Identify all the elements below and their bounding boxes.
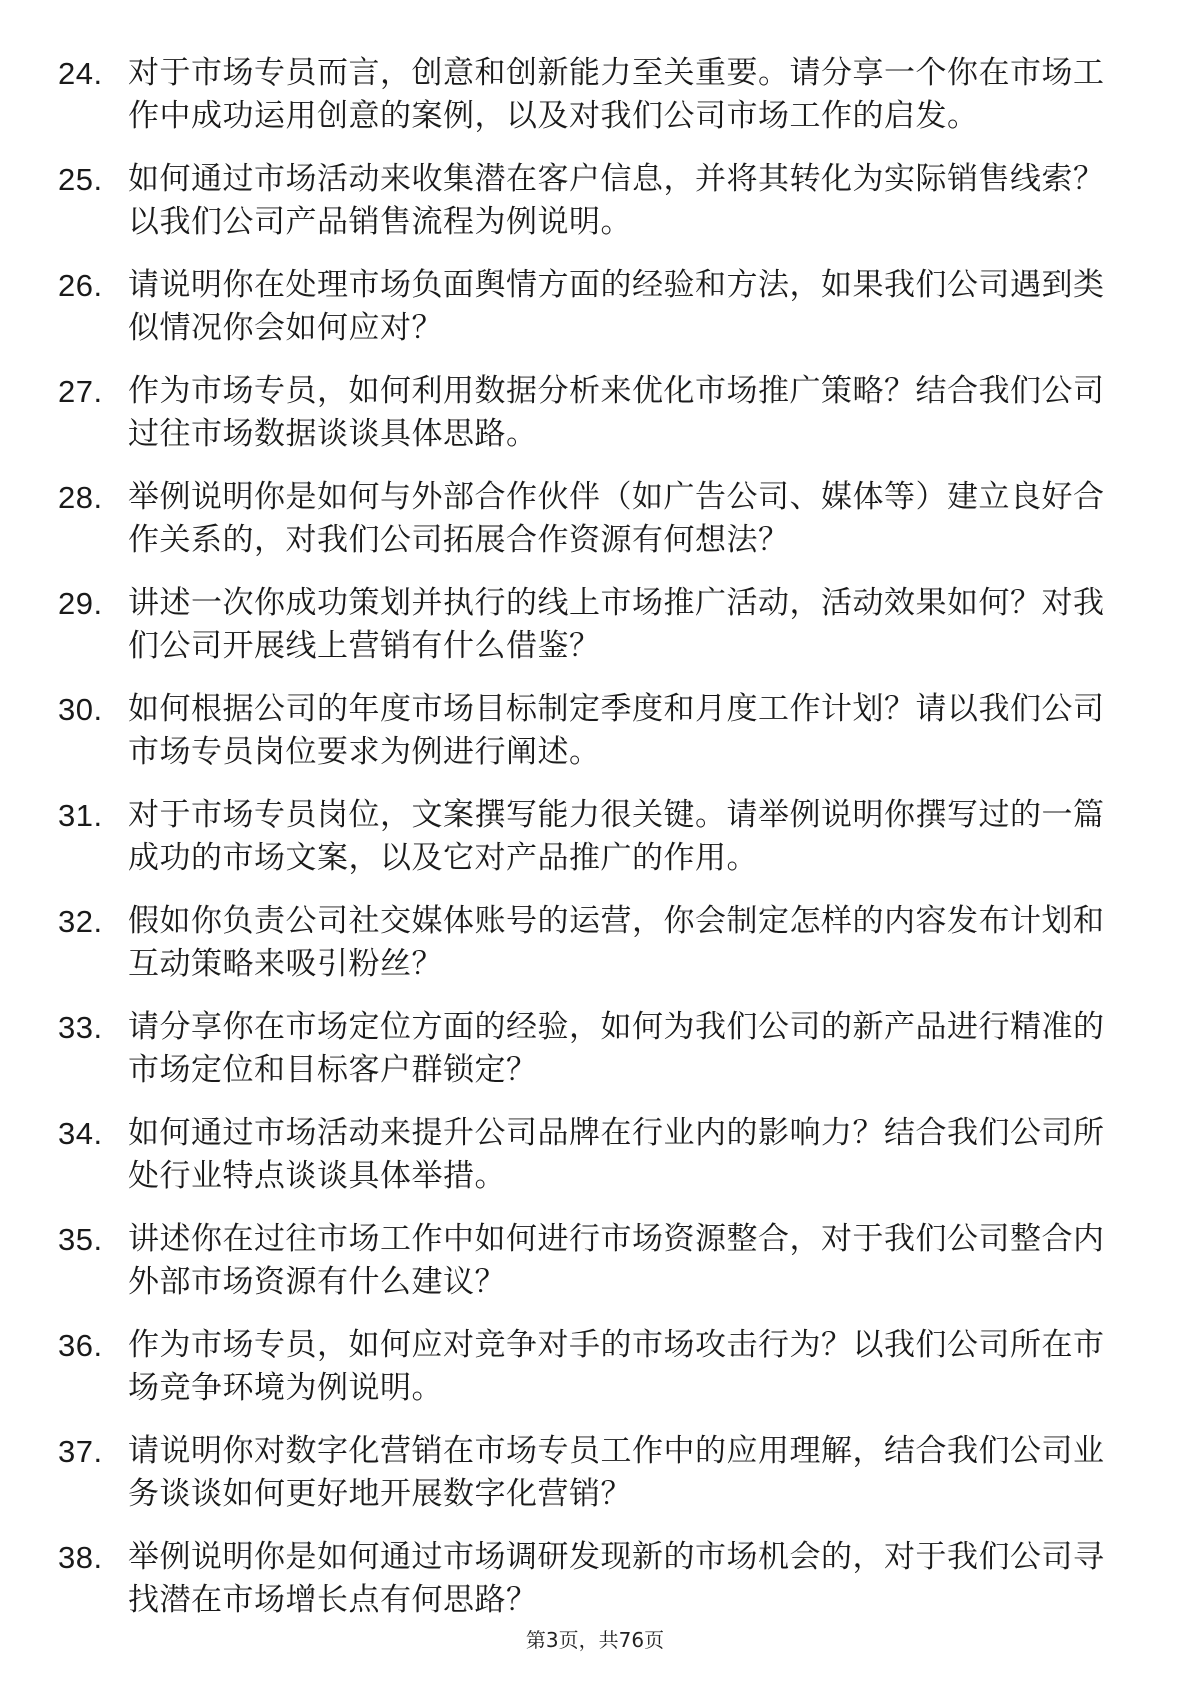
- question-item: [58, 1324, 1118, 1410]
- question-text: 如何通过市场活动来提升公司品牌在行业内的影响力？结合我们公司所处行业特点谈谈具体举措。: [128, 1115, 1105, 1194]
- question-text: 对于市场专员而言，创意和创新能力至关重要。请分享一个你在市场工作中成功运用创意的案例，以及对我们公司市场工作的启发。: [128, 55, 1105, 134]
- question-number: 26.: [58, 268, 103, 303]
- question-text: 对于市场专员岗位，文案撰写能力很关键。请举例说明你撰写过的一篇成功的市场文案，以及它对产品推广的作用。: [128, 797, 1105, 876]
- question-item: [58, 1536, 1118, 1622]
- question-list: [58, 52, 1118, 1642]
- question-item: [58, 900, 1118, 986]
- question-item: [58, 688, 1118, 774]
- question-item: [58, 52, 1118, 138]
- question-number: 33.: [58, 1010, 103, 1045]
- question-text: 作为市场专员，如何应对竞争对手的市场攻击行为？以我们公司所在市场竞争环境为例说明。: [128, 1327, 1105, 1406]
- question-text: 如何通过市场活动来收集潜在客户信息，并将其转化为实际销售线索？以我们公司产品销售流程为例说明。: [128, 161, 1105, 240]
- page-number-label: 第3页，共76页: [525, 1628, 665, 1652]
- question-number: 35.: [58, 1222, 103, 1257]
- question-number: 31.: [58, 798, 103, 833]
- question-item: [58, 370, 1118, 456]
- page-footer: [0, 1624, 1190, 1653]
- question-text: 请分享你在市场定位方面的经验，如何为我们公司的新产品进行精准的市场定位和目标客户群锁定？: [128, 1009, 1105, 1088]
- question-item: [58, 158, 1118, 244]
- question-number: 24.: [58, 56, 103, 91]
- question-number: 37.: [58, 1434, 103, 1469]
- question-text: 假如你负责公司社交媒体账号的运营，你会制定怎样的内容发布计划和互动策略来吸引粉丝？: [128, 903, 1105, 982]
- question-item: [58, 1112, 1118, 1198]
- question-text: 请说明你对数字化营销在市场专员工作中的应用理解，结合我们公司业务谈谈如何更好地开展数字化营销？: [128, 1433, 1105, 1512]
- question-number: 25.: [58, 162, 103, 197]
- question-number: 29.: [58, 586, 103, 621]
- question-item: [58, 1218, 1118, 1304]
- question-text: 作为市场专员，如何利用数据分析来优化市场推广策略？结合我们公司过往市场数据谈谈具体思路。: [128, 373, 1105, 452]
- question-number: 28.: [58, 480, 103, 515]
- question-number: 38.: [58, 1540, 103, 1575]
- question-text: 请说明你在处理市场负面舆情方面的经验和方法，如果我们公司遇到类似情况你会如何应对？: [128, 267, 1105, 346]
- question-text: 举例说明你是如何与外部合作伙伴（如广告公司、媒体等）建立良好合作关系的，对我们公司拓展合作资源有何想法？: [128, 479, 1105, 558]
- question-number: 27.: [58, 374, 103, 409]
- question-text: 如何根据公司的年度市场目标制定季度和月度工作计划？请以我们公司市场专员岗位要求为例进行阐述。: [128, 691, 1105, 770]
- question-number: 34.: [58, 1116, 103, 1151]
- question-number: 32.: [58, 904, 103, 939]
- question-item: [58, 582, 1118, 668]
- question-item: [58, 476, 1118, 562]
- question-number: 36.: [58, 1328, 103, 1363]
- question-text: 讲述一次你成功策划并执行的线上市场推广活动，活动效果如何？对我们公司开展线上营销有什么借鉴？: [128, 585, 1105, 664]
- question-text: 举例说明你是如何通过市场调研发现新的市场机会的，对于我们公司寻找潜在市场增长点有何思路？: [128, 1539, 1105, 1618]
- question-item: [58, 1006, 1118, 1092]
- question-item: [58, 264, 1118, 350]
- question-item: [58, 1430, 1118, 1516]
- question-item: [58, 794, 1118, 880]
- question-number: 30.: [58, 692, 103, 727]
- question-text: 讲述你在过往市场工作中如何进行市场资源整合，对于我们公司整合内外部市场资源有什么建议？: [128, 1221, 1105, 1300]
